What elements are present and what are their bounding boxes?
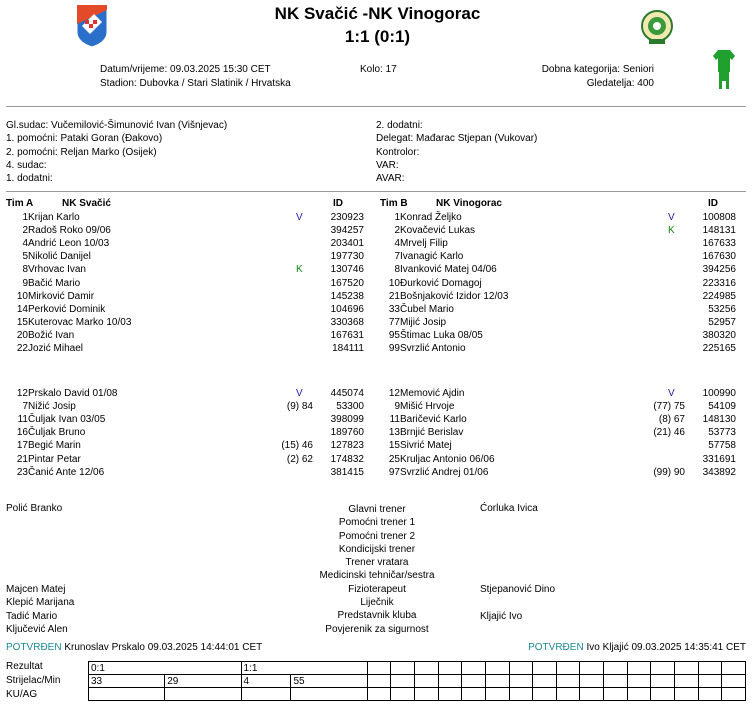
- player-number: 4: [394, 238, 400, 250]
- staff-roles: [277, 503, 477, 636]
- player-role-mark: V: [668, 388, 675, 399]
- official-line: 1. dodatni:: [6, 173, 53, 185]
- staff-role: Trener vratara: [345, 557, 409, 569]
- player-role-mark: K: [668, 225, 675, 237]
- away-head-coach: Ćorluka Ivica: [480, 503, 538, 514]
- player-number: 17: [16, 440, 28, 452]
- player-number: 33: [388, 303, 400, 315]
- home-staff: [6, 583, 74, 636]
- substitution-info: (8) 67: [658, 414, 685, 426]
- official-line: 4. sudac:: [6, 159, 47, 171]
- staff-role: Medicinski tehničar/sestra: [319, 570, 435, 582]
- confirmed-label: POTVRĐEN: [6, 642, 62, 653]
- player-name: Brnjić Berislav: [400, 427, 464, 439]
- staff-role: Kondicijski trener: [338, 543, 416, 555]
- player-name: Nižić Josip: [28, 401, 76, 413]
- player-id: 104696: [330, 303, 364, 315]
- cards-row: [89, 688, 746, 701]
- player-number: 77: [388, 316, 400, 328]
- player-name: Memović Ajdin: [400, 388, 465, 399]
- player-number: 20: [16, 329, 28, 341]
- away-staff: [480, 583, 555, 623]
- player-id: 203401: [330, 238, 364, 250]
- player-number: 15: [16, 316, 28, 328]
- player-name: Mijić Josip: [400, 316, 447, 328]
- player-id: 54109: [708, 401, 736, 413]
- player-name: Prskalo David 01/08: [28, 388, 118, 399]
- result-label: Rezultat: [6, 661, 43, 672]
- player-number: 95: [388, 329, 400, 341]
- player-name: Kruljac Antonio 06/06: [400, 453, 495, 465]
- team-b-name: NK Vinogorac: [436, 198, 502, 209]
- player-id: 189760: [330, 427, 364, 439]
- player-name: Božić Ivan: [28, 329, 75, 341]
- scorers-label: Strijelac/Min: [6, 675, 61, 686]
- player-number: 25: [388, 453, 400, 465]
- staff-role: Pomoćni trener 2: [338, 530, 416, 542]
- player-number: 10: [16, 290, 28, 302]
- substitution-info: (77) 75: [653, 401, 685, 413]
- player-id: 394257: [330, 225, 364, 237]
- player-id: 53773: [708, 427, 736, 439]
- scorer-cell: 29: [165, 675, 241, 688]
- staff-role: Fizioterapeut: [348, 583, 406, 595]
- player-role-mark: V: [668, 212, 675, 223]
- player-id: 53300: [336, 401, 364, 413]
- official-line: AVAR:: [376, 173, 405, 185]
- staff-member: Klepić Marijana: [6, 597, 75, 609]
- player-id: 145238: [330, 290, 364, 302]
- match-stadium: Stadion: Dubovka / Stari Slatinik / Hrvatska: [100, 78, 291, 89]
- player-name: Ivanković Matej 04/06: [400, 264, 497, 276]
- official-line: Gl.sudac: Vučemilović-Šimunović Ivan (Višnjevac): [6, 120, 228, 131]
- player-id: 130746: [330, 264, 364, 276]
- spectators: Gledatelja: 400: [586, 78, 654, 89]
- staff-member: Majcen Matej: [6, 584, 66, 595]
- substitution-info: (15) 46: [281, 440, 313, 452]
- divider: [6, 191, 746, 192]
- player-name: Čubel Mario: [400, 303, 454, 315]
- player-number: 10: [388, 277, 400, 289]
- official-line: Kontrolor:: [376, 146, 420, 158]
- player-id: 445074: [330, 388, 364, 399]
- staff-member: Ključević Alen: [6, 623, 68, 635]
- player-id: 223316: [702, 277, 736, 289]
- player-id: 100990: [702, 388, 736, 399]
- staff-role: Liječnik: [360, 597, 394, 609]
- player-name: Pintar Petar: [28, 453, 81, 465]
- player-number: 22: [16, 343, 28, 354]
- substitution-info: (9) 84: [286, 401, 313, 413]
- official-line: 1. pomoćni: Pataki Goran (Đakovo): [6, 133, 163, 145]
- scorer-cell: 55: [291, 675, 367, 688]
- player-id: 127823: [330, 440, 364, 452]
- match-title: NK Svačić -NK Vinogorac: [274, 4, 481, 23]
- result-cell: 1:1: [241, 662, 367, 675]
- player-number: 11: [389, 414, 400, 426]
- scorer-cell: 4: [241, 675, 291, 688]
- player-name: Krijan Karlo: [28, 212, 80, 223]
- player-number: 9: [22, 277, 28, 289]
- team-a-id-header: ID: [333, 198, 343, 209]
- substitution-info: (2) 62: [286, 453, 313, 465]
- player-id: 148131: [702, 225, 736, 237]
- player-number: 12: [388, 388, 400, 399]
- player-name: Kovačević Lukas: [400, 225, 476, 237]
- player-id: 184111: [332, 343, 364, 354]
- official-line: VAR:: [376, 159, 399, 171]
- player-name: Čuljak Bruno: [28, 427, 86, 439]
- player-role-mark: V: [296, 212, 303, 223]
- away-kit-icon: [712, 48, 736, 90]
- player-id: 331691: [702, 453, 736, 465]
- staff-role: Glavni trener: [348, 504, 406, 515]
- player-number: 2: [394, 225, 400, 237]
- player-name: Mrvelj Filip: [400, 238, 448, 250]
- scorer-cell: 33: [89, 675, 165, 688]
- player-number: 7: [22, 401, 28, 413]
- player-number: 7: [394, 251, 400, 263]
- player-name: Ivanagić Karlo: [400, 251, 464, 263]
- substitution-info: (21) 46: [653, 427, 685, 439]
- player-id: 148130: [702, 414, 736, 426]
- player-name: Nikolić Danijel: [28, 251, 91, 263]
- officials-right: [376, 119, 537, 185]
- player-id: 167630: [702, 251, 736, 263]
- player-number: 97: [388, 466, 400, 478]
- player-id: 381415: [330, 466, 364, 478]
- player-id: 174832: [330, 453, 364, 465]
- home-confirmation: [6, 642, 262, 653]
- result-grid: [88, 661, 746, 701]
- player-name: Kuterovac Marko 10/03: [28, 316, 132, 328]
- player-name: Vrhovac Ivan: [28, 264, 86, 276]
- player-name: Mirković Damir: [28, 290, 95, 302]
- staff-role: Predstavnik kluba: [337, 610, 417, 622]
- player-number: 16: [16, 427, 28, 439]
- player-name: Baričević Karlo: [400, 414, 467, 426]
- player-number: 1: [394, 212, 400, 223]
- staff-role: Pomoćni trener 1: [338, 517, 416, 529]
- confirmed-label: POTVRĐEN: [528, 642, 584, 653]
- player-number: 4: [22, 238, 28, 250]
- team-b-label: Tim B: [380, 198, 408, 209]
- match-datetime: Datum/vrijeme: 09.03.2025 15:30 CET: [100, 64, 271, 75]
- player-name: Radoš Roko 09/06: [28, 225, 111, 237]
- team-a-label: Tim A: [6, 198, 34, 209]
- scorer-row: [89, 675, 746, 688]
- player-name: Jozić Mihael: [28, 343, 84, 354]
- official-line: 2. pomoćni: Reljan Marko (Osijek): [6, 146, 157, 158]
- staff-member: [480, 596, 555, 609]
- player-number: 14: [16, 303, 28, 315]
- player-name: Sivrić Matej: [400, 440, 452, 452]
- player-id: 224985: [702, 290, 736, 302]
- staff-member: Kljajić Ivo: [480, 610, 523, 622]
- divider: [6, 106, 746, 107]
- player-id: 394256: [702, 264, 736, 276]
- player-name: Begić Marin: [28, 440, 81, 452]
- player-number: 8: [394, 264, 400, 276]
- player-id: 167633: [702, 238, 736, 250]
- team-a-name: NK Svačić: [62, 198, 111, 209]
- player-name: Đurković Domagoj: [400, 277, 482, 289]
- match-score: 1:1 (0:1): [344, 27, 411, 46]
- player-name: Čuljak Ivan 03/05: [28, 414, 106, 426]
- player-name: Svrzlić Andrej 01/06: [400, 466, 489, 478]
- away-confirmation: [528, 642, 746, 653]
- player-number: 23: [16, 466, 28, 478]
- player-number: 2: [22, 225, 28, 237]
- player-id: 225165: [702, 343, 736, 354]
- result-cell: 0:1: [89, 662, 242, 675]
- confirmation-text: Krunoslav Prskalo 09.03.2025 14:44:01 CET: [64, 642, 263, 653]
- confirmation-text: Ivo Kljajić 09.03.2025 14:35:41 CET: [586, 642, 746, 653]
- team-b-id-header: ID: [708, 198, 718, 209]
- player-number: 8: [22, 264, 28, 276]
- player-role-mark: V: [296, 388, 303, 399]
- player-id: 100808: [702, 212, 736, 223]
- player-name: Mišić Hrvoje: [400, 401, 455, 413]
- player-name: Bošnjaković Izidor 12/03: [400, 290, 509, 302]
- player-id: 52957: [708, 316, 736, 328]
- official-line: 2. dodatni:: [376, 120, 423, 131]
- player-number: 1: [22, 212, 28, 223]
- player-id: 167631: [330, 329, 364, 341]
- match-round: Kolo: 17: [360, 64, 397, 75]
- player-id: 330368: [330, 316, 364, 328]
- player-name: Čanić Ante 12/06: [28, 466, 105, 478]
- officials-left: [6, 119, 227, 185]
- player-name: Štimac Luka 08/05: [400, 329, 483, 341]
- result-row: [89, 662, 746, 675]
- player-id: 53256: [708, 303, 736, 315]
- player-name: Konrad Željko: [400, 212, 462, 223]
- player-number: 9: [394, 401, 400, 413]
- player-name: Perković Dominik: [28, 303, 106, 315]
- player-id: 380320: [702, 329, 736, 341]
- player-id: 343892: [702, 466, 736, 478]
- player-number: 5: [22, 251, 28, 263]
- staff-member: Tadić Mario: [6, 610, 58, 622]
- age-category: Dobna kategorija: Seniori: [541, 64, 654, 75]
- player-id: 398099: [330, 414, 364, 426]
- player-number: 12: [16, 388, 28, 399]
- substitution-info: (99) 90: [653, 466, 685, 478]
- staff-member: Stjepanović Dino: [480, 584, 556, 595]
- player-number: 13: [388, 427, 400, 439]
- player-id: 57758: [708, 440, 736, 452]
- player-number: 15: [388, 440, 400, 452]
- player-name: Andrić Leon 10/03: [28, 238, 110, 250]
- home-head-coach: Polić Branko: [6, 503, 63, 514]
- player-number: 11: [17, 414, 28, 426]
- player-number: 99: [388, 343, 400, 354]
- player-role-mark: K: [296, 264, 303, 276]
- player-number: 21: [388, 290, 400, 302]
- staff-role: Povjerenik za sigurnost: [325, 623, 429, 635]
- player-name: Bačić Mario: [28, 277, 81, 289]
- player-number: 21: [16, 453, 28, 465]
- player-id: 230923: [330, 212, 364, 223]
- player-name: Svrzlić Antonio: [400, 343, 466, 354]
- player-id: 167520: [330, 277, 364, 289]
- cards-label: KU/AG: [6, 689, 38, 700]
- official-line: Delegat: Mađarac Stjepan (Vukovar): [376, 133, 538, 145]
- player-id: 197730: [330, 251, 364, 263]
